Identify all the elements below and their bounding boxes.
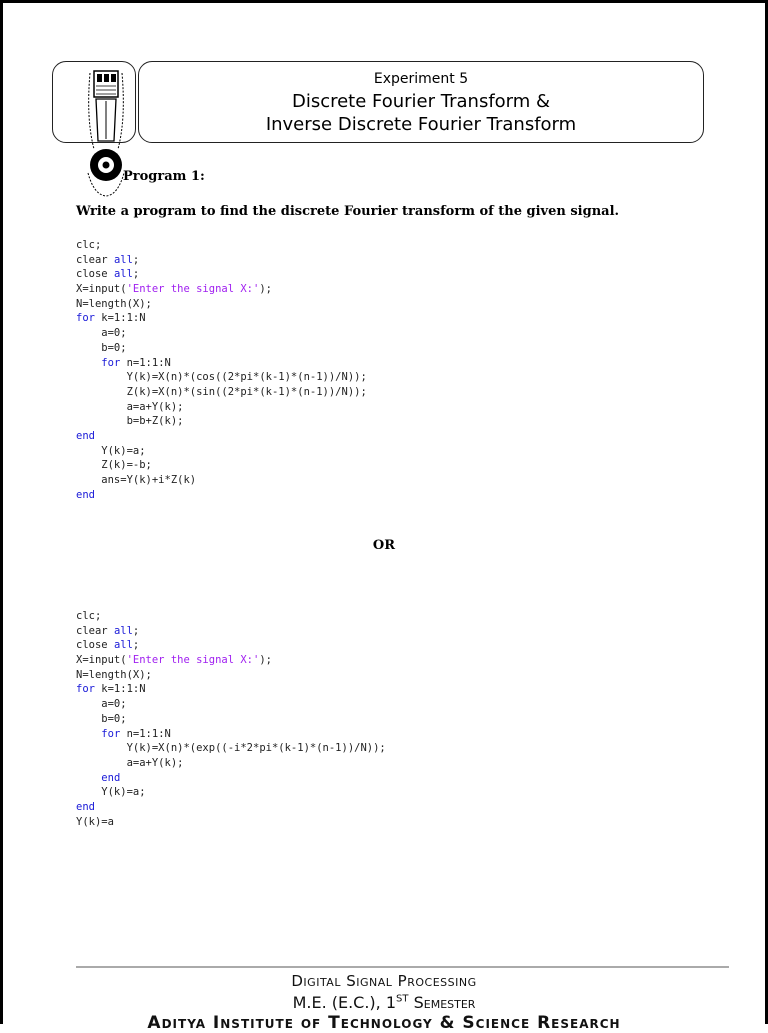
- code-line: [76, 727, 386, 742]
- program-question: Write a program to find the discrete Fourier transform of the given signal.: [76, 204, 620, 219]
- footer-semester: [0, 993, 768, 1012]
- code-keyword: all: [113, 639, 133, 652]
- code-text: [76, 772, 101, 784]
- code-line: [76, 267, 367, 282]
- code-text: clear: [76, 624, 114, 637]
- code-text: b=b+Z(k);: [76, 415, 184, 428]
- code-text: ;: [132, 253, 140, 266]
- code-line: [76, 771, 386, 786]
- code-text: Z(k)=X(n)*(sin((2*pi*(k-1)*(n-1))/N));: [76, 385, 367, 398]
- code-block-1: [76, 238, 367, 502]
- code-line: [76, 682, 386, 697]
- title-line-1: Discrete Fourier Transform &: [291, 91, 551, 112]
- code-text: b=0;: [76, 712, 127, 725]
- code-block-2: [76, 609, 386, 829]
- code-line: [76, 370, 367, 385]
- code-text: close: [76, 268, 114, 281]
- footer-semester-sup: ST: [396, 993, 409, 1005]
- code-text: Y(k)=X(n)*(cos((2*pi*(k-1)*(n-1))/N));: [76, 371, 367, 384]
- code-keyword: end: [76, 800, 95, 813]
- footer-course: Digital Signal Processing: [291, 972, 477, 990]
- code-line: [76, 429, 367, 444]
- code-keyword: end: [76, 488, 95, 501]
- code-line: [76, 385, 367, 400]
- code-text: clc;: [76, 239, 102, 251]
- code-line: [76, 297, 367, 312]
- code-text: N=length(X);: [76, 668, 152, 681]
- code-line: [76, 609, 386, 624]
- code-text: Y(k)=a: [76, 815, 114, 828]
- code-line: [76, 473, 367, 488]
- code-line: [76, 400, 367, 415]
- code-text: n=1:1:N: [120, 356, 171, 369]
- code-line: [76, 488, 367, 503]
- code-line: [76, 238, 367, 253]
- code-line: [76, 356, 367, 371]
- code-line: [76, 311, 367, 326]
- code-text: a=a+Y(k);: [76, 400, 184, 413]
- code-line: [76, 800, 386, 815]
- code-line: [76, 668, 386, 683]
- code-text: X=input(: [76, 654, 127, 667]
- code-string: 'Enter the signal X:': [126, 654, 260, 667]
- footer-rule: [76, 966, 729, 968]
- code-line: [76, 653, 386, 668]
- code-text: a=0;: [76, 327, 127, 340]
- code-text: [76, 357, 101, 369]
- code-keyword: all: [113, 268, 133, 281]
- code-text: Z(k)=-b;: [76, 459, 152, 472]
- title-banner: [138, 61, 704, 143]
- code-keyword: all: [113, 253, 133, 266]
- code-text: n=1:1:N: [120, 727, 171, 740]
- code-line: [76, 444, 367, 459]
- code-text: [76, 728, 101, 740]
- code-line: [76, 741, 386, 756]
- code-keyword: all: [113, 624, 133, 637]
- code-keyword: end: [76, 429, 95, 442]
- code-line: [76, 697, 386, 712]
- code-text: Y(k)=a;: [76, 444, 146, 457]
- code-text: clear: [76, 253, 114, 266]
- code-line: [76, 756, 386, 771]
- program-heading: Program 1:: [123, 169, 205, 184]
- code-line: [76, 815, 386, 830]
- code-text: a=0;: [76, 698, 127, 711]
- code-text: Y(k)=a;: [76, 786, 146, 799]
- code-text: k=1:1:N: [94, 683, 146, 696]
- code-keyword: for: [76, 683, 95, 696]
- code-line: [76, 624, 386, 639]
- code-text: clc;: [76, 610, 102, 622]
- code-text: b=0;: [76, 341, 127, 354]
- code-line: [76, 638, 386, 653]
- code-keyword: for: [76, 312, 95, 325]
- code-text: ;: [132, 268, 140, 281]
- code-text: ;: [132, 639, 140, 652]
- code-text: a=a+Y(k);: [76, 756, 184, 769]
- code-text: X=input(: [76, 283, 127, 296]
- code-text: );: [259, 283, 272, 296]
- code-string: 'Enter the signal X:': [126, 283, 260, 296]
- code-line: [76, 414, 367, 429]
- experiment-label: Experiment 5: [373, 71, 469, 87]
- title-line-2: Inverse Discrete Fourier Transform: [265, 114, 577, 135]
- code-text: ans=Y(k)+i*Z(k): [76, 474, 197, 486]
- code-line: [76, 253, 367, 268]
- code-text: N=length(X);: [76, 297, 152, 310]
- footer-semester-word: Semester: [413, 993, 476, 1012]
- code-line: [76, 326, 367, 341]
- code-text: k=1:1:N: [94, 312, 146, 325]
- code-keyword: for: [101, 356, 121, 369]
- or-separator: OR: [372, 538, 396, 553]
- code-keyword: for: [101, 727, 121, 740]
- footer-semester-prefix: M.E. (E.C.), 1: [292, 993, 397, 1012]
- code-text: );: [259, 654, 272, 667]
- code-line: [76, 712, 386, 727]
- code-text: Y(k)=X(n)*(exp((-i*2*pi*(k-1)*(n-1))/N));: [76, 742, 386, 755]
- code-text: close: [76, 639, 114, 652]
- footer-institute: Aditya Institute of Technology & Science Research: [147, 1013, 621, 1033]
- code-keyword: end: [101, 771, 121, 784]
- code-text: ;: [132, 624, 140, 637]
- code-line: [76, 785, 386, 800]
- code-line: [76, 458, 367, 473]
- code-line: [76, 341, 367, 356]
- code-line: [76, 282, 367, 297]
